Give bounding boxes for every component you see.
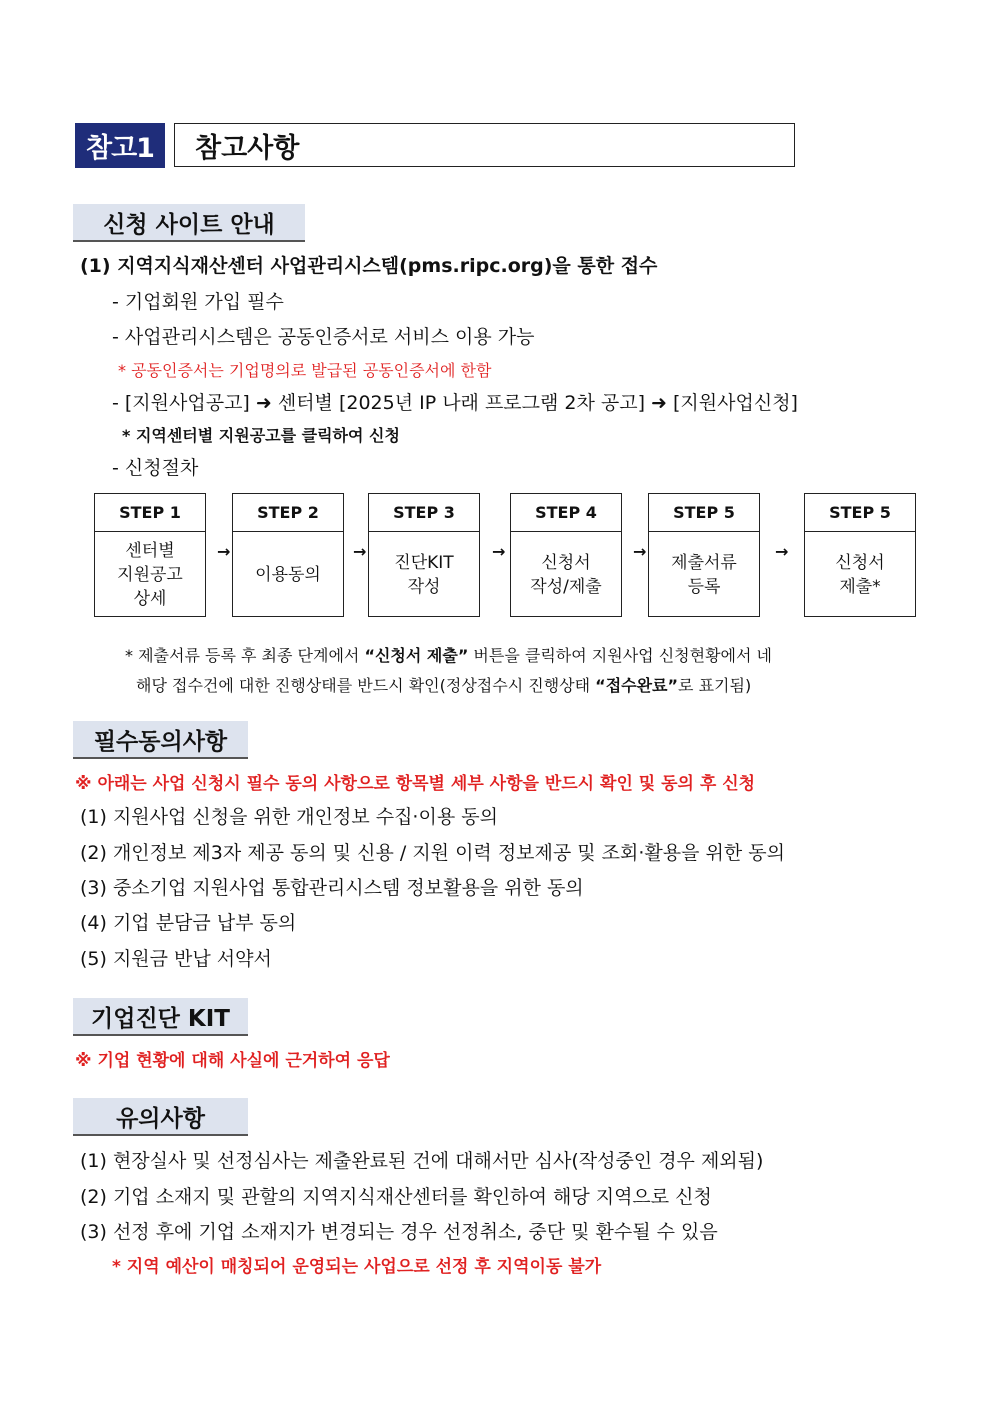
site-sub-membership: - 기업회원 가입 필수 <box>112 291 284 313</box>
step-text: 센터별 지원공고 상세 <box>117 540 183 609</box>
consent-item-4: (4) 기업 분담금 납부 동의 <box>80 912 297 934</box>
reference-badge: 참고1 <box>75 123 165 168</box>
step-label: STEP 2 <box>233 494 343 532</box>
site-sub-certificate: - 사업관리시스템은 공동인증서로 서비스 이용 가능 <box>112 326 535 348</box>
caution-item-2: (2) 기업 소재지 및 관할의 지역지식재산센터를 확인하여 해당 지역으로 신청 <box>80 1186 712 1208</box>
step-box-6 <box>804 493 916 617</box>
site-sub-procedure: - 신청절차 <box>112 457 199 479</box>
footnote-emphasis: “접수완료” <box>595 676 679 695</box>
step-text: 신청서 작성/제출 <box>530 552 602 597</box>
certificate-note: * 공동인증서는 기업명의로 발급된 공동인증서에 한함 <box>118 361 492 380</box>
step-arrow: → <box>353 542 367 561</box>
section-heading-kit: 기업진단 KIT <box>73 998 248 1036</box>
caution-note: * 지역 예산이 매칭되어 운영되는 사업으로 선정 후 지역이동 불가 <box>112 1257 602 1277</box>
site-sub-navigation: - [지원사업공고] ➜ 센터별 [2025년 IP 나래 프로그램 2차 공고] ➜ [지원사업신청] <box>112 392 798 414</box>
step-box-2 <box>232 493 344 617</box>
step-arrow: → <box>492 542 506 561</box>
step-label: STEP 1 <box>95 494 205 532</box>
section-heading-caution: 유의사항 <box>73 1098 248 1136</box>
section-heading-site: 신청 사이트 안내 <box>73 204 305 242</box>
footnote-text: 버튼을 클릭하여 지원사업 신청현황에서 네 <box>468 646 772 665</box>
step-label: STEP 3 <box>369 494 479 532</box>
footnote-emphasis: “신청서 제출” <box>364 646 469 665</box>
consent-item-3: (3) 중소기업 지원사업 통합관리시스템 정보활용을 위한 동의 <box>80 877 584 899</box>
step-label: STEP 4 <box>511 494 621 532</box>
site-item-1: (1) 지역지식재산센터 사업관리시스템(pms.ripc.org)을 통한 접수 <box>80 255 658 277</box>
caution-item-3: (3) 선정 후에 기업 소재지가 변경되는 경우 선정취소, 중단 및 환수될 수 있음 <box>80 1221 718 1243</box>
caution-item-1: (1) 현장실사 및 선정심사는 제출완료된 건에 대해서만 심사(작성중인 경우 제외됨) <box>80 1150 764 1172</box>
step-text: 이용동의 <box>255 564 321 585</box>
submission-footnote-line2 <box>136 673 751 696</box>
step-arrow: → <box>217 542 231 561</box>
consent-item-1: (1) 지원사업 신청을 위한 개인정보 수집·이용 동의 <box>80 806 498 828</box>
footnote-text: * 제출서류 등록 후 최종 단계에서 <box>125 646 365 665</box>
step-label: STEP 5 <box>649 494 759 532</box>
navigation-note: * 지역센터별 지원공고를 클릭하여 신청 <box>122 426 400 445</box>
step-arrow: → <box>633 542 647 561</box>
step-box-1 <box>94 493 206 617</box>
consent-notice: ※ 아래는 사업 신청시 필수 동의 사항으로 항목별 세부 사항을 반드시 확인 및 동의 후 신청 <box>75 774 756 794</box>
step-text: 제출서류 등록 <box>671 552 737 597</box>
step-text: 신청서 제출* <box>835 552 885 597</box>
consent-item-2: (2) 개인정보 제3자 제공 동의 및 신용 / 지원 이력 정보제공 및 조회·활용을 위한 동의 <box>80 842 785 864</box>
page-title-text: 참고사항 <box>195 132 300 164</box>
step-box-5 <box>648 493 760 617</box>
step-box-4 <box>510 493 622 617</box>
kit-notice: ※ 기업 현황에 대해 사실에 근거하여 응답 <box>75 1051 390 1071</box>
step-label: STEP 5 <box>805 494 915 532</box>
section-heading-consent: 필수동의사항 <box>73 721 248 759</box>
consent-item-5: (5) 지원금 반납 서약서 <box>80 948 272 970</box>
step-box-3 <box>368 493 480 617</box>
step-arrow: → <box>775 542 789 561</box>
footnote-text: 해당 접수건에 대한 진행상태를 반드시 확인(정상접수시 진행상태 <box>136 676 596 695</box>
page-title <box>174 123 795 167</box>
submission-footnote-line1 <box>125 643 772 666</box>
footnote-text: 로 표기됨) <box>678 676 752 695</box>
step-text: 진단KIT 작성 <box>394 552 454 597</box>
